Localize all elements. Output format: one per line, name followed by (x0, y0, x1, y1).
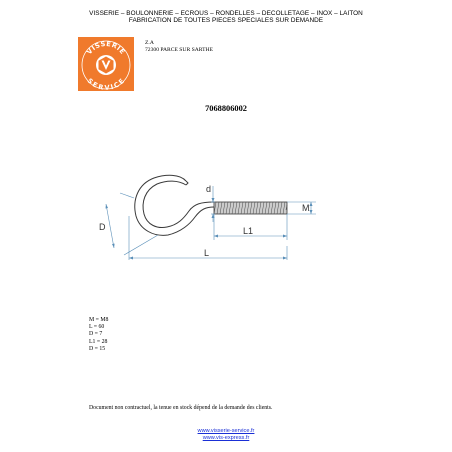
dim-label-L: L (204, 248, 210, 258)
address-line-1: Z.A (145, 40, 154, 46)
product-reference: 7068806002 (205, 104, 247, 113)
dimension-lines (106, 186, 316, 260)
visserie-service-logo (78, 37, 134, 91)
logo-text-bottom: SERVICE (85, 76, 127, 91)
spec-item: D = 15 (89, 345, 106, 352)
link-vis-express[interactable]: www.vis-express.fr (202, 435, 250, 441)
header-line-1: VISSERIE – BOULONNERIE – ECROUS – RONDELLES – DECOLLETAGE – INOX – LAITON (89, 10, 363, 17)
disclaimer: Document non contractuel, la tenue en stock dépend de la demande des clients. (89, 405, 273, 411)
spec-item: M = M8 (89, 317, 109, 323)
spec-item: L = 60 (89, 324, 105, 331)
dim-label-D: D (99, 222, 106, 232)
link-visserie-service[interactable]: www.visserie-service.fr (197, 428, 255, 434)
spec-item: D = 7 (89, 331, 103, 338)
dim-label-d: d (206, 184, 212, 194)
hook-screw-drawing (96, 166, 336, 270)
dim-label-M: M (302, 203, 310, 213)
hook-outline (135, 175, 214, 235)
logo-text-top: VISSERIE (85, 39, 127, 57)
spec-item: L1 = 28 (89, 338, 108, 345)
spec-list (89, 317, 108, 353)
header-line-2: FABRICATION DE TOUTES PIECES SPECIALES SUR DEMANDE (128, 17, 324, 24)
address-line-2: 72300 PARCE SUR SARTHE (145, 47, 213, 53)
dim-label-L1: L1 (243, 226, 254, 236)
logo-screw-head-icon (96, 55, 116, 75)
